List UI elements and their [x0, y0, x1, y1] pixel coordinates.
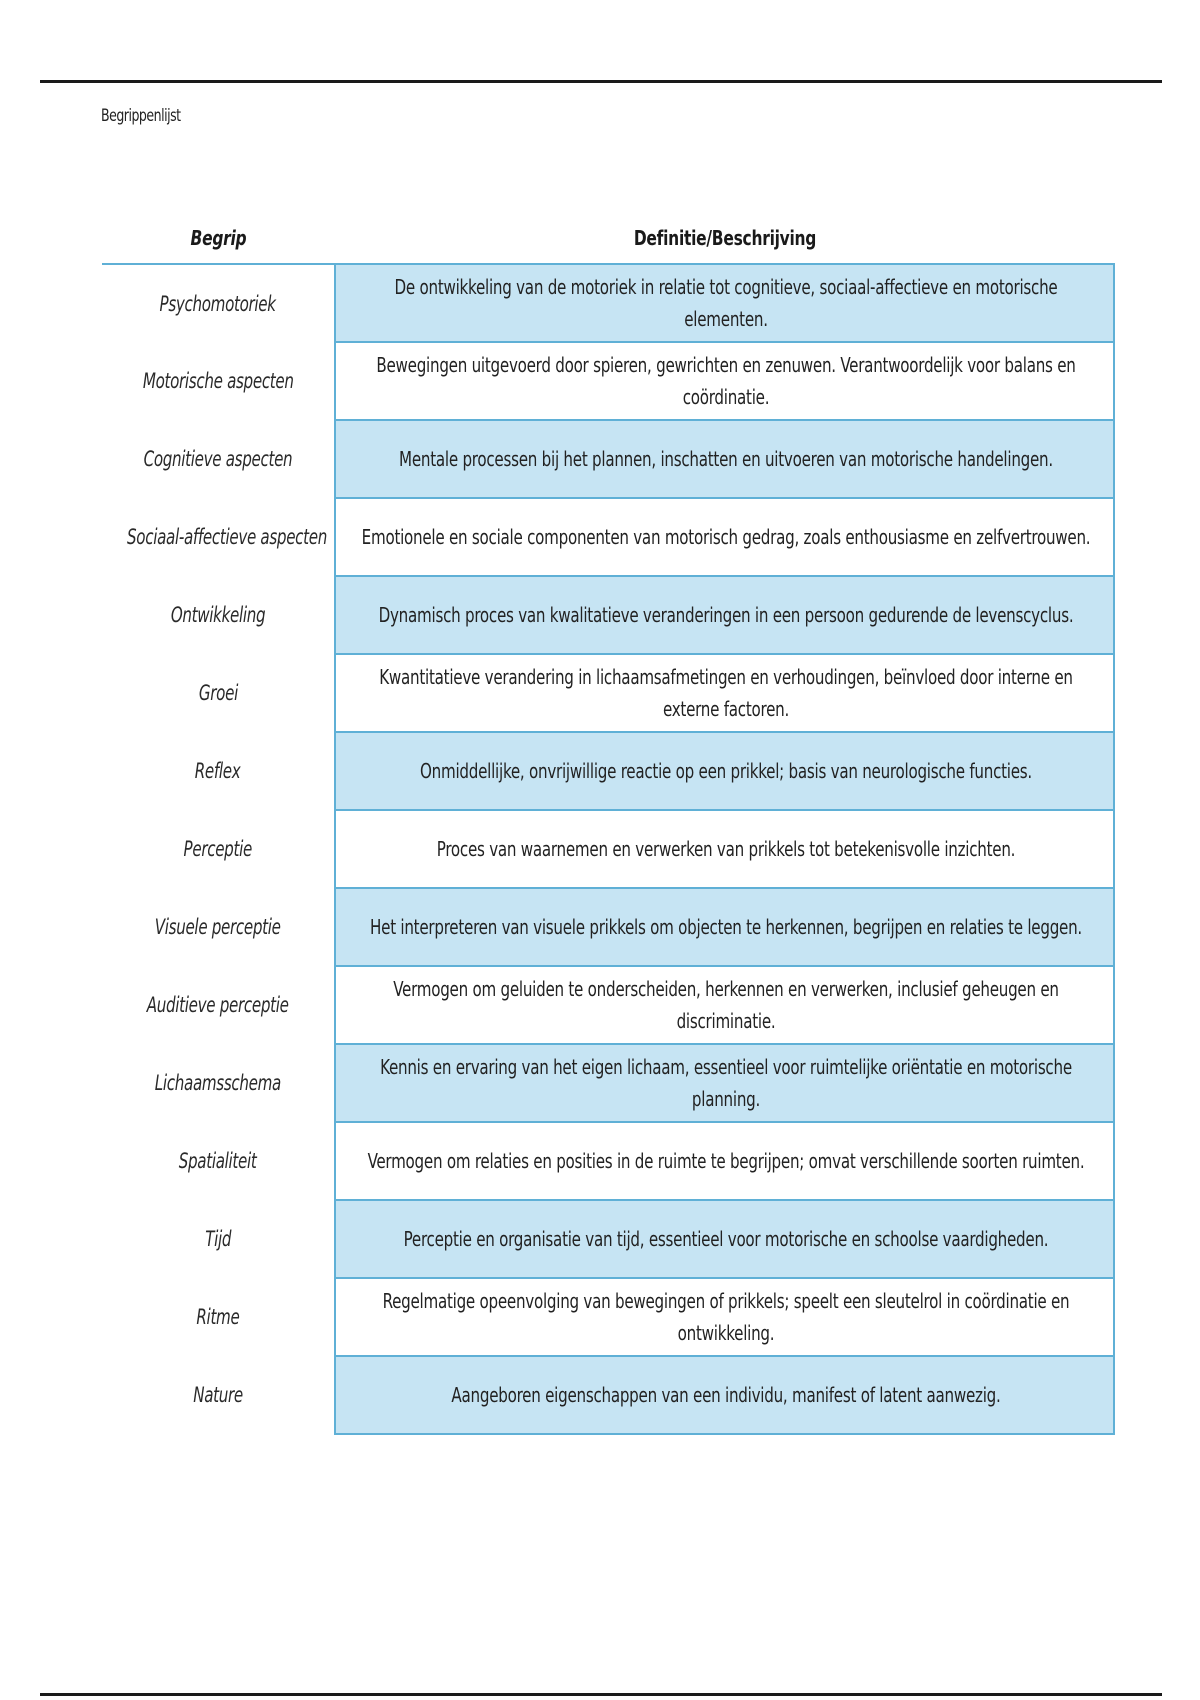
term-label: Nature — [193, 1383, 243, 1407]
definition-cell — [335, 654, 1114, 732]
term-cell — [102, 1044, 335, 1122]
definition-text: Dynamisch proces van kwalitatieve veranderingen in een persoon gedurende de levenscyclus. — [378, 603, 1074, 627]
bottom-rule — [40, 1693, 1162, 1696]
term-label: Visuele perceptie — [155, 915, 281, 939]
definition-cell — [335, 966, 1114, 1044]
table-row — [102, 498, 1114, 576]
table-row — [102, 1356, 1114, 1434]
term-label: Perceptie — [183, 837, 253, 861]
definition-cell — [335, 1200, 1114, 1278]
table-row — [102, 1278, 1114, 1356]
term-cell — [102, 1278, 335, 1356]
table-row — [102, 810, 1114, 888]
table-row — [102, 1200, 1114, 1278]
term-cell — [102, 966, 335, 1044]
definition-cell — [335, 888, 1114, 966]
table-row — [102, 966, 1114, 1044]
term-label: Ritme — [196, 1305, 240, 1329]
table-row — [102, 732, 1114, 810]
term-cell — [102, 1122, 335, 1200]
glossary-table-container — [102, 213, 1114, 1435]
definition-cell — [335, 732, 1114, 810]
header-definition — [335, 213, 1114, 264]
table-row — [102, 888, 1114, 966]
definition-text: Vermogen om geluiden te onderscheiden, herkennen en verwerken, inclusief geheugen en discriminatie. — [393, 977, 1059, 1033]
definition-text: Mentale processen bij het plannen, inschatten en uitvoeren van motorische handelingen. — [399, 447, 1053, 471]
definition-cell — [335, 264, 1114, 342]
term-cell — [102, 498, 335, 576]
term-label: Motorische aspecten — [142, 369, 294, 393]
term-cell — [102, 420, 335, 498]
definition-cell — [335, 498, 1114, 576]
top-rule — [40, 80, 1162, 83]
definition-text: Perceptie en organisatie van tijd, essentieel voor motorische en schoolse vaardigheden. — [403, 1227, 1049, 1251]
term-cell — [102, 732, 335, 810]
term-label: Auditieve perceptie — [147, 993, 289, 1017]
term-label: Lichaamsschema — [154, 1071, 282, 1095]
table-row — [102, 342, 1114, 420]
term-label: Groei — [198, 681, 238, 705]
glossary-table — [102, 213, 1115, 1435]
term-cell — [102, 654, 335, 732]
table-header — [102, 213, 1114, 264]
header-term — [102, 213, 335, 264]
term-label: Spatialiteit — [179, 1149, 257, 1173]
definition-text: De ontwikkeling van de motoriek in relatie tot cognitieve, sociaal-affectieve en motorische elementen. — [394, 275, 1058, 331]
definition-text: Aangeboren eigenschappen van een individu, manifest of latent aanwezig. — [451, 1383, 1001, 1407]
definition-cell — [335, 576, 1114, 654]
term-cell — [102, 1356, 335, 1434]
term-label: Cognitieve aspecten — [143, 447, 293, 471]
definition-text: Vermogen om relaties en posities in de ruimte te begrijpen; omvat verschillende soorten ruimten. — [367, 1149, 1085, 1173]
header-term-label: Begrip — [190, 226, 247, 250]
term-label: Sociaal-affectieve aspecten — [127, 525, 328, 549]
definition-text: Bewegingen uitgevoerd door spieren, gewrichten en zenuwen. Verantwoordelijk voor balans en coördinatie. — [376, 353, 1076, 409]
table-row — [102, 1122, 1114, 1200]
term-cell — [102, 342, 335, 420]
definition-cell — [335, 342, 1114, 420]
term-label: Ontwikkeling — [170, 603, 266, 627]
definition-cell — [335, 1356, 1114, 1434]
definition-text: Regelmatige opeenvolging van bewegingen of prikkels; speelt een sleutelrol in coördinatie en ontwikkeling. — [382, 1289, 1070, 1345]
term-cell — [102, 1200, 335, 1278]
term-cell — [102, 810, 335, 888]
term-label: Psychomotoriek — [159, 291, 277, 316]
term-label: Reflex — [195, 759, 241, 783]
definition-cell — [335, 810, 1114, 888]
definition-cell — [335, 1122, 1114, 1200]
definition-text: Kennis en ervaring van het eigen lichaam, essentieel voor ruimtelijke oriëntatie en motorische planning. — [380, 1055, 1072, 1111]
definition-cell — [335, 1278, 1114, 1356]
term-label: Tijd — [205, 1227, 231, 1251]
table-body — [102, 264, 1114, 1434]
definition-text: Onmiddellijke, onvrijwillige reactie op een prikkel; basis van neurologische functies. — [420, 759, 1032, 783]
table-row — [102, 576, 1114, 654]
definition-text: Proces van waarnemen en verwerken van prikkels tot betekenisvolle inzichten. — [436, 837, 1016, 861]
table-row — [102, 654, 1114, 732]
term-cell — [102, 576, 335, 654]
definition-text: Emotionele en sociale componenten van motorisch gedrag, zoals enthousiasme en zelfvertrouwen. — [361, 525, 1091, 549]
table-row — [102, 420, 1114, 498]
definition-text: Het interpreteren van visuele prikkels om objecten te herkennen, begrijpen en relaties te leggen. — [370, 915, 1082, 939]
table-row — [102, 264, 1114, 342]
table-row — [102, 1044, 1114, 1122]
definition-cell — [335, 1044, 1114, 1122]
definition-text: Kwantitatieve verandering in lichaamsafmetingen en verhoudingen, beïnvloed door interne en externe factoren. — [379, 665, 1073, 721]
term-cell — [102, 888, 335, 966]
definition-cell — [335, 420, 1114, 498]
header-row — [102, 213, 1114, 264]
document-label: Begrippenlijst — [101, 106, 181, 126]
header-definition-label: Definitie/Beschrijving — [633, 226, 816, 250]
term-cell — [102, 264, 335, 342]
